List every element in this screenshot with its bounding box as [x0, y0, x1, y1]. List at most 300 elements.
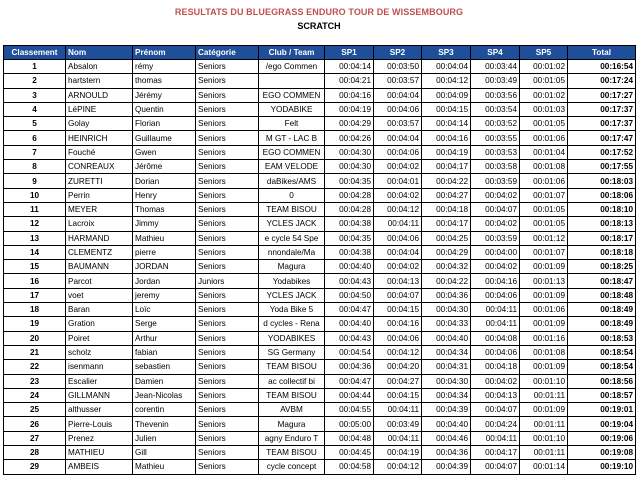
- cell-prenom: Thevenin: [133, 417, 196, 431]
- table-row: [4, 345, 636, 359]
- cell-sp3: 00:04:40: [422, 417, 471, 431]
- cell-categorie: Seniors: [196, 131, 259, 145]
- cell-rank: 7: [4, 145, 66, 159]
- cell-nom: MEYER: [66, 202, 133, 216]
- column-header-sp5: SP5: [520, 46, 568, 60]
- cell-categorie: Seniors: [196, 188, 259, 202]
- cell-total: 00:17:37: [568, 102, 636, 116]
- cell-sp5: 00:01:10: [520, 374, 568, 388]
- cell-sp4: 00:04:00: [471, 245, 520, 259]
- cell-prenom: Julien: [133, 431, 196, 445]
- cell-categorie: Seniors: [196, 245, 259, 259]
- cell-prenom: Jimmy: [133, 217, 196, 231]
- cell-sp2: 00:04:06: [374, 331, 422, 345]
- cell-rank: 27: [4, 431, 66, 445]
- cell-club: AVBM: [259, 403, 325, 417]
- cell-sp1: 00:04:58: [325, 460, 374, 474]
- cell-total: 00:18:17: [568, 231, 636, 245]
- cell-sp1: 00:04:28: [325, 202, 374, 216]
- cell-sp1: 00:04:30: [325, 145, 374, 159]
- cell-total: 00:19:06: [568, 431, 636, 445]
- table-row: [4, 374, 636, 388]
- cell-rank: 17: [4, 288, 66, 302]
- column-header-sp2: SP2: [374, 46, 422, 60]
- table-row: [4, 403, 636, 417]
- cell-club: YODABIKES: [259, 331, 325, 345]
- cell-sp5: 00:01:09: [520, 360, 568, 374]
- cell-total: 00:18:06: [568, 188, 636, 202]
- cell-rank: 15: [4, 260, 66, 274]
- cell-prenom: Arthur: [133, 331, 196, 345]
- cell-rank: 14: [4, 245, 66, 259]
- page-subtitle: SCRATCH: [297, 21, 341, 31]
- cell-sp3: 00:04:09: [422, 88, 471, 102]
- cell-sp3: 00:04:36: [422, 288, 471, 302]
- cell-prenom: rémy: [133, 60, 196, 74]
- cell-sp1: 00:04:21: [325, 74, 374, 88]
- cell-total: 00:17:55: [568, 160, 636, 174]
- cell-sp4: 00:04:17: [471, 446, 520, 460]
- column-header-rank: Classement: [4, 46, 66, 60]
- cell-sp2: 00:04:04: [374, 88, 422, 102]
- cell-prenom: Jordan: [133, 274, 196, 288]
- cell-sp5: 00:01:09: [520, 317, 568, 331]
- cell-sp3: 00:04:33: [422, 317, 471, 331]
- cell-nom: BAUMANN: [66, 260, 133, 274]
- cell-sp2: 00:04:02: [374, 160, 422, 174]
- cell-nom: Golay: [66, 117, 133, 131]
- cell-club: ac collectif bi: [259, 374, 325, 388]
- cell-sp1: 00:04:28: [325, 188, 374, 202]
- cell-club: TEAM BISOU: [259, 446, 325, 460]
- cell-nom: Gration: [66, 317, 133, 331]
- cell-categorie: Seniors: [196, 303, 259, 317]
- cell-club: Magura: [259, 260, 325, 274]
- cell-rank: 25: [4, 403, 66, 417]
- cell-categorie: Seniors: [196, 74, 259, 88]
- table-row: [4, 102, 636, 116]
- cell-sp5: 00:01:11: [520, 446, 568, 460]
- cell-sp5: 00:01:09: [520, 260, 568, 274]
- cell-sp5: 00:01:04: [520, 145, 568, 159]
- cell-sp5: 00:01:05: [520, 117, 568, 131]
- cell-sp3: 00:04:39: [422, 460, 471, 474]
- cell-sp1: 00:04:40: [325, 260, 374, 274]
- cell-nom: HEINRICH: [66, 131, 133, 145]
- cell-prenom: Jean-Nicolas: [133, 388, 196, 402]
- cell-categorie: Seniors: [196, 217, 259, 231]
- cell-sp4: 00:04:16: [471, 274, 520, 288]
- cell-sp4: 00:03:44: [471, 60, 520, 74]
- cell-prenom: thomas: [133, 74, 196, 88]
- cell-nom: Lacroix: [66, 217, 133, 231]
- cell-club: Yodabikes: [259, 274, 325, 288]
- results-table: [3, 45, 636, 475]
- cell-sp3: 00:04:04: [422, 60, 471, 74]
- cell-sp2: 00:04:02: [374, 260, 422, 274]
- cell-categorie: Seniors: [196, 202, 259, 216]
- cell-sp1: 00:04:26: [325, 131, 374, 145]
- cell-categorie: Seniors: [196, 374, 259, 388]
- column-header-sp3: SP3: [422, 46, 471, 60]
- cell-rank: 19: [4, 317, 66, 331]
- cell-rank: 21: [4, 345, 66, 359]
- cell-rank: 23: [4, 374, 66, 388]
- cell-sp1: 00:05:00: [325, 417, 374, 431]
- cell-nom: AMBEIS: [66, 460, 133, 474]
- cell-total: 00:18:03: [568, 174, 636, 188]
- cell-sp2: 00:04:13: [374, 274, 422, 288]
- cell-total: 00:16:54: [568, 60, 636, 74]
- cell-prenom: Gwen: [133, 145, 196, 159]
- cell-nom: ARNOULD: [66, 88, 133, 102]
- table-row: [4, 174, 636, 188]
- cell-sp2: 00:04:12: [374, 345, 422, 359]
- cell-total: 00:18:54: [568, 345, 636, 359]
- cell-categorie: Seniors: [196, 417, 259, 431]
- cell-club: SG Germany: [259, 345, 325, 359]
- cell-total: 00:18:18: [568, 245, 636, 259]
- cell-prenom: JORDAN: [133, 260, 196, 274]
- cell-nom: Parcot: [66, 274, 133, 288]
- cell-categorie: Seniors: [196, 88, 259, 102]
- cell-rank: 20: [4, 331, 66, 345]
- cell-sp2: 00:03:49: [374, 417, 422, 431]
- cell-sp4: 00:04:18: [471, 360, 520, 374]
- cell-prenom: Quentin: [133, 102, 196, 116]
- cell-nom: Baran: [66, 303, 133, 317]
- cell-sp2: 00:04:04: [374, 245, 422, 259]
- cell-prenom: corentin: [133, 403, 196, 417]
- column-header-sp4: SP4: [471, 46, 520, 60]
- page-title: RESULTATS DU BLUEGRASS ENDURO TOUR DE WISSEMBOURG: [174, 7, 464, 17]
- table-row: [4, 317, 636, 331]
- cell-sp5: 00:01:09: [520, 403, 568, 417]
- cell-sp3: 00:04:27: [422, 188, 471, 202]
- cell-categorie: Seniors: [196, 403, 259, 417]
- table-row: [4, 288, 636, 302]
- table-row: [4, 245, 636, 259]
- table-row: [4, 303, 636, 317]
- cell-total: 00:19:08: [568, 446, 636, 460]
- cell-sp1: 00:04:45: [325, 446, 374, 460]
- cell-rank: 5: [4, 117, 66, 131]
- cell-prenom: jeremy: [133, 288, 196, 302]
- cell-categorie: Seniors: [196, 60, 259, 74]
- cell-sp2: 00:04:07: [374, 288, 422, 302]
- cell-nom: CONREAUX: [66, 160, 133, 174]
- cell-sp4: 00:03:49: [471, 74, 520, 88]
- table-row: [4, 188, 636, 202]
- table-row: [4, 260, 636, 274]
- cell-nom: LéPINE: [66, 102, 133, 116]
- cell-prenom: Florian: [133, 117, 196, 131]
- cell-nom: GILLMANN: [66, 388, 133, 402]
- cell-nom: isenmann: [66, 360, 133, 374]
- table-row: [4, 431, 636, 445]
- cell-nom: Fouché: [66, 145, 133, 159]
- cell-sp1: 00:04:47: [325, 303, 374, 317]
- cell-rank: 6: [4, 131, 66, 145]
- cell-sp4: 00:04:06: [471, 345, 520, 359]
- cell-club: Magura: [259, 417, 325, 431]
- cell-sp5: 00:01:11: [520, 417, 568, 431]
- cell-club: EGO COMMEN: [259, 145, 325, 159]
- cell-sp1: 00:04:47: [325, 374, 374, 388]
- cell-sp2: 00:04:01: [374, 174, 422, 188]
- cell-sp4: 00:03:55: [471, 131, 520, 145]
- cell-club: agny Enduro T: [259, 431, 325, 445]
- cell-prenom: Dorian: [133, 174, 196, 188]
- cell-total: 00:18:25: [568, 260, 636, 274]
- table-row: [4, 331, 636, 345]
- cell-sp2: 00:04:12: [374, 202, 422, 216]
- table-row: [4, 202, 636, 216]
- cell-sp4: 00:04:02: [471, 217, 520, 231]
- cell-sp5: 00:01:16: [520, 331, 568, 345]
- cell-sp1: 00:04:54: [325, 345, 374, 359]
- cell-prenom: Thomas: [133, 202, 196, 216]
- cell-sp1: 00:04:38: [325, 217, 374, 231]
- cell-sp1: 00:04:44: [325, 388, 374, 402]
- cell-categorie: Seniors: [196, 145, 259, 159]
- cell-prenom: Jérôme: [133, 160, 196, 174]
- table-row: [4, 231, 636, 245]
- cell-total: 00:17:47: [568, 131, 636, 145]
- cell-club: TEAM BISOU: [259, 202, 325, 216]
- cell-rank: 13: [4, 231, 66, 245]
- cell-club: EGO COMMEN: [259, 88, 325, 102]
- cell-sp5: 00:01:05: [520, 74, 568, 88]
- cell-club: YODABIKE: [259, 102, 325, 116]
- cell-prenom: pierre: [133, 245, 196, 259]
- cell-sp4: 00:04:11: [471, 303, 520, 317]
- cell-sp5: 00:01:03: [520, 102, 568, 116]
- cell-categorie: Seniors: [196, 331, 259, 345]
- table-row: [4, 360, 636, 374]
- cell-rank: 12: [4, 217, 66, 231]
- cell-sp5: 00:01:06: [520, 303, 568, 317]
- cell-rank: 2: [4, 74, 66, 88]
- cell-sp5: 00:01:05: [520, 202, 568, 216]
- cell-sp1: 00:04:36: [325, 360, 374, 374]
- cell-sp1: 00:04:14: [325, 60, 374, 74]
- cell-categorie: Seniors: [196, 317, 259, 331]
- cell-sp1: 00:04:16: [325, 88, 374, 102]
- cell-rank: 11: [4, 202, 66, 216]
- cell-sp3: 00:04:19: [422, 145, 471, 159]
- cell-club: EAM VELODE: [259, 160, 325, 174]
- cell-sp2: 00:04:19: [374, 446, 422, 460]
- cell-club: cycle concept: [259, 460, 325, 474]
- cell-prenom: Jérémy: [133, 88, 196, 102]
- cell-sp2: 00:04:27: [374, 374, 422, 388]
- cell-rank: 1: [4, 60, 66, 74]
- column-header-total: Total: [568, 46, 636, 60]
- cell-rank: 4: [4, 102, 66, 116]
- cell-sp1: 00:04:50: [325, 288, 374, 302]
- cell-sp1: 00:04:29: [325, 117, 374, 131]
- cell-sp2: 00:03:57: [374, 117, 422, 131]
- cell-sp2: 00:04:15: [374, 388, 422, 402]
- cell-sp3: 00:04:29: [422, 245, 471, 259]
- cell-sp4: 00:03:59: [471, 174, 520, 188]
- cell-sp5: 00:01:10: [520, 431, 568, 445]
- cell-rank: 26: [4, 417, 66, 431]
- cell-categorie: Seniors: [196, 446, 259, 460]
- cell-club: M GT - LAC B: [259, 131, 325, 145]
- cell-nom: Poiret: [66, 331, 133, 345]
- table-row: [4, 388, 636, 402]
- cell-prenom: Gill: [133, 446, 196, 460]
- cell-sp2: 00:03:57: [374, 74, 422, 88]
- cell-categorie: Seniors: [196, 102, 259, 116]
- cell-nom: CLEMENTZ: [66, 245, 133, 259]
- cell-sp3: 00:04:25: [422, 231, 471, 245]
- cell-total: 00:18:49: [568, 303, 636, 317]
- cell-nom: Absalon: [66, 60, 133, 74]
- cell-sp3: 00:04:34: [422, 345, 471, 359]
- cell-club: TEAM BISOU: [259, 360, 325, 374]
- table-row: [4, 88, 636, 102]
- cell-nom: Prenez: [66, 431, 133, 445]
- cell-nom: HARMAND: [66, 231, 133, 245]
- cell-club: YCLES JACK: [259, 217, 325, 231]
- table-header-row: [4, 46, 636, 60]
- cell-sp3: 00:04:14: [422, 117, 471, 131]
- cell-sp2: 00:04:06: [374, 102, 422, 116]
- cell-club: Felt: [259, 117, 325, 131]
- cell-categorie: Seniors: [196, 431, 259, 445]
- cell-total: 00:17:52: [568, 145, 636, 159]
- cell-club: daBikes/AMS: [259, 174, 325, 188]
- cell-sp3: 00:04:18: [422, 202, 471, 216]
- cell-club: [259, 74, 325, 88]
- table-row: [4, 74, 636, 88]
- cell-total: 00:19:10: [568, 460, 636, 474]
- cell-sp3: 00:04:17: [422, 217, 471, 231]
- cell-nom: Pierre-Louis: [66, 417, 133, 431]
- cell-nom: MATHIEU: [66, 446, 133, 460]
- cell-total: 00:19:01: [568, 403, 636, 417]
- cell-total: 00:19:04: [568, 417, 636, 431]
- cell-categorie: Seniors: [196, 231, 259, 245]
- table-row: [4, 117, 636, 131]
- table-row: [4, 145, 636, 159]
- cell-sp3: 00:04:40: [422, 331, 471, 345]
- cell-sp4: 00:04:07: [471, 460, 520, 474]
- cell-sp4: 00:04:11: [471, 431, 520, 445]
- cell-total: 00:18:48: [568, 288, 636, 302]
- cell-sp3: 00:04:39: [422, 403, 471, 417]
- cell-sp2: 00:04:15: [374, 303, 422, 317]
- table-row: [4, 274, 636, 288]
- cell-sp2: 00:04:04: [374, 131, 422, 145]
- cell-sp4: 00:04:07: [471, 403, 520, 417]
- cell-total: 00:18:49: [568, 317, 636, 331]
- cell-sp3: 00:04:30: [422, 374, 471, 388]
- column-header-nom: Nom: [66, 46, 133, 60]
- cell-sp2: 00:04:06: [374, 145, 422, 159]
- cell-total: 00:18:56: [568, 374, 636, 388]
- cell-prenom: Henry: [133, 188, 196, 202]
- cell-sp3: 00:04:31: [422, 360, 471, 374]
- cell-sp4: 00:03:59: [471, 231, 520, 245]
- cell-sp2: 00:04:06: [374, 231, 422, 245]
- cell-nom: Escalier: [66, 374, 133, 388]
- cell-total: 00:18:57: [568, 388, 636, 402]
- cell-categorie: Seniors: [196, 460, 259, 474]
- cell-total: 00:17:27: [568, 88, 636, 102]
- cell-sp5: 00:01:13: [520, 274, 568, 288]
- cell-prenom: Mathieu: [133, 460, 196, 474]
- cell-categorie: Seniors: [196, 174, 259, 188]
- cell-sp1: 00:04:55: [325, 403, 374, 417]
- cell-sp2: 00:04:11: [374, 431, 422, 445]
- cell-sp3: 00:04:22: [422, 174, 471, 188]
- cell-sp2: 00:04:11: [374, 403, 422, 417]
- cell-sp5: 00:01:12: [520, 231, 568, 245]
- cell-sp3: 00:04:46: [422, 431, 471, 445]
- cell-rank: 22: [4, 360, 66, 374]
- cell-sp3: 00:04:34: [422, 388, 471, 402]
- cell-sp1: 00:04:30: [325, 160, 374, 174]
- cell-sp4: 00:03:52: [471, 117, 520, 131]
- cell-categorie: Seniors: [196, 360, 259, 374]
- cell-sp5: 00:01:07: [520, 245, 568, 259]
- column-header-prenom: Prénom: [133, 46, 196, 60]
- cell-rank: 16: [4, 274, 66, 288]
- cell-categorie: Seniors: [196, 345, 259, 359]
- cell-club: e cycle 54 Spe: [259, 231, 325, 245]
- cell-sp4: 00:04:02: [471, 260, 520, 274]
- cell-sp4: 00:04:02: [471, 188, 520, 202]
- cell-club: d cycles - Rena: [259, 317, 325, 331]
- cell-sp5: 00:01:14: [520, 460, 568, 474]
- cell-sp4: 00:04:13: [471, 388, 520, 402]
- cell-prenom: fabian: [133, 345, 196, 359]
- cell-nom: scholz: [66, 345, 133, 359]
- cell-sp1: 00:04:35: [325, 174, 374, 188]
- cell-sp3: 00:04:30: [422, 303, 471, 317]
- cell-total: 00:18:47: [568, 274, 636, 288]
- cell-categorie: Seniors: [196, 260, 259, 274]
- cell-club: Yoda Bike 5: [259, 303, 325, 317]
- cell-sp3: 00:04:16: [422, 131, 471, 145]
- column-header-sp1: SP1: [325, 46, 374, 60]
- cell-sp1: 00:04:38: [325, 245, 374, 259]
- cell-rank: 3: [4, 88, 66, 102]
- cell-sp1: 00:04:40: [325, 317, 374, 331]
- cell-rank: 29: [4, 460, 66, 474]
- cell-sp3: 00:04:15: [422, 102, 471, 116]
- cell-categorie: Seniors: [196, 160, 259, 174]
- cell-total: 00:18:10: [568, 202, 636, 216]
- table-row: [4, 217, 636, 231]
- cell-nom: hartstern: [66, 74, 133, 88]
- cell-sp1: 00:04:19: [325, 102, 374, 116]
- cell-rank: 18: [4, 303, 66, 317]
- cell-sp3: 00:04:32: [422, 260, 471, 274]
- cell-sp5: 00:01:06: [520, 131, 568, 145]
- cell-sp3: 00:04:17: [422, 160, 471, 174]
- cell-categorie: Seniors: [196, 117, 259, 131]
- cell-sp2: 00:04:16: [374, 317, 422, 331]
- cell-sp1: 00:04:48: [325, 431, 374, 445]
- column-header-categorie: Catégorie: [196, 46, 259, 60]
- cell-sp4: 00:03:56: [471, 88, 520, 102]
- cell-sp4: 00:03:58: [471, 160, 520, 174]
